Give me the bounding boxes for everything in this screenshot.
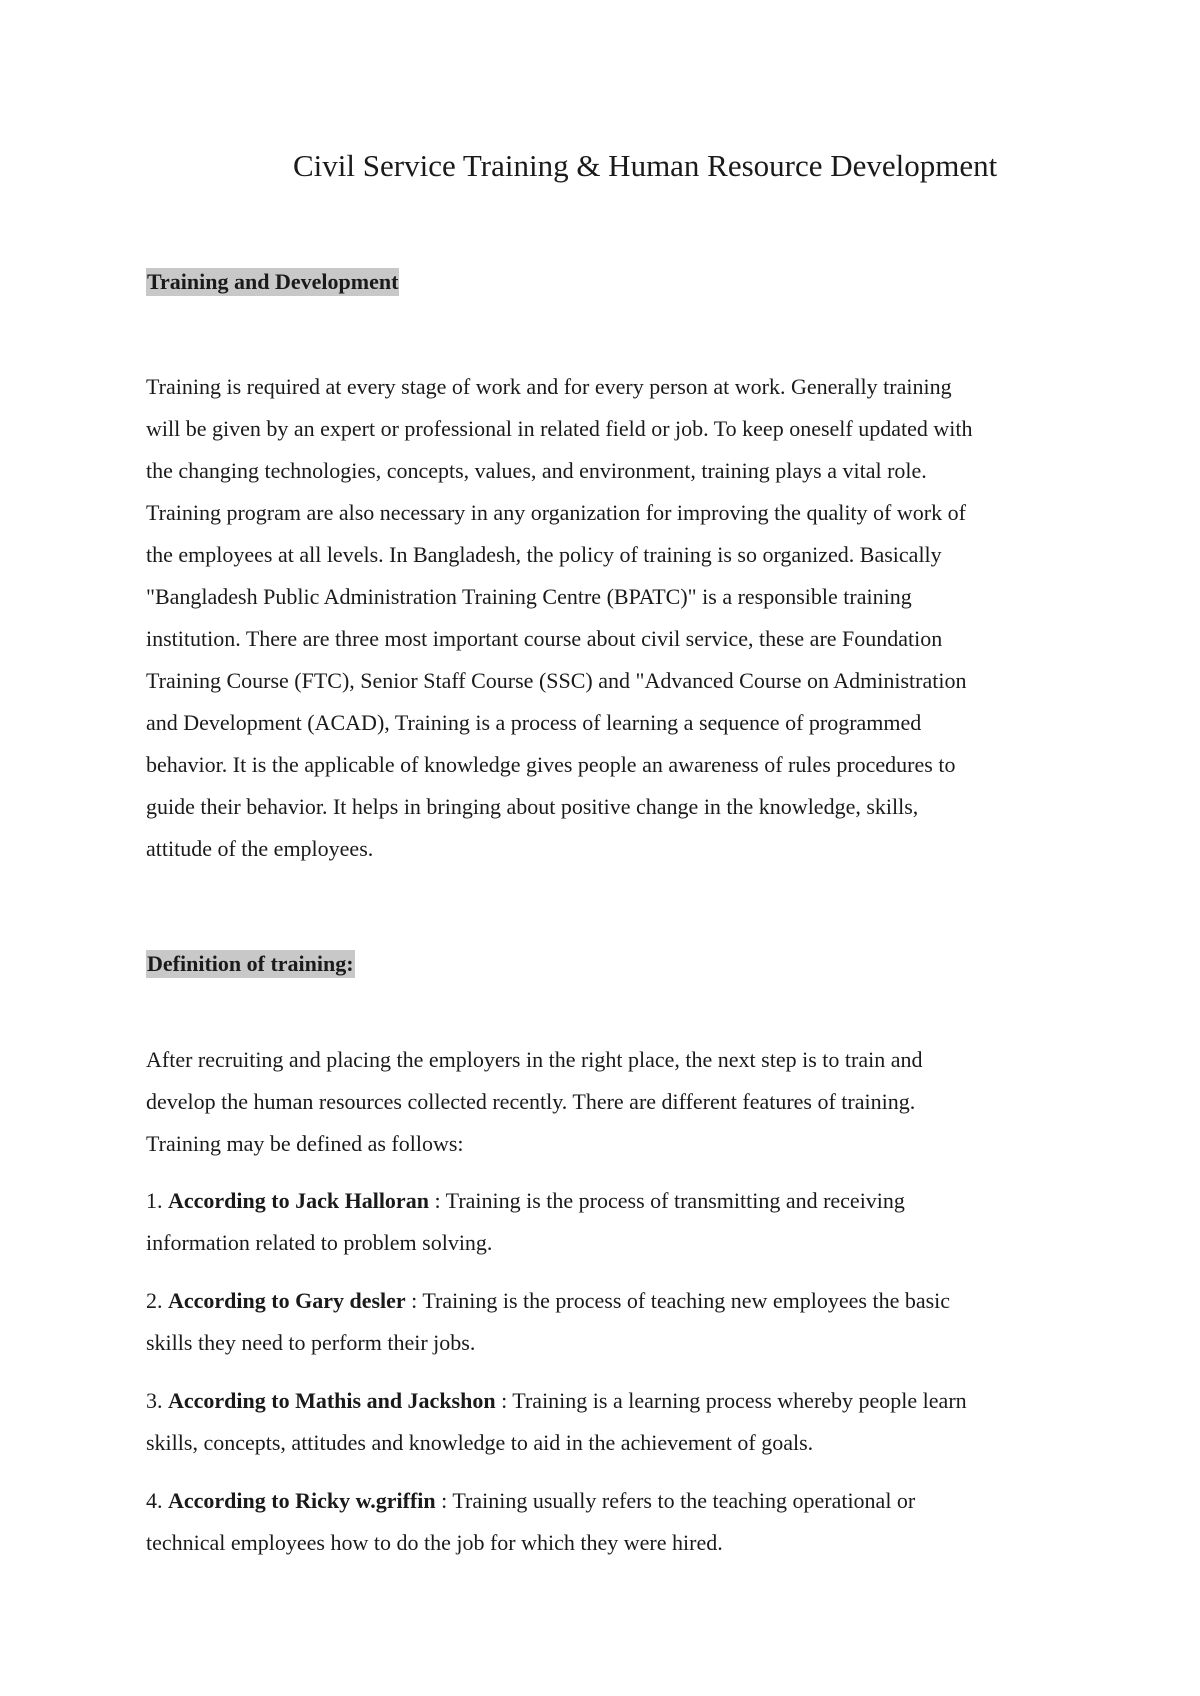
definition-line: skills they need to perform their jobs. (146, 1330, 476, 1355)
document-title: Civil Service Training & Human Resource Development (293, 148, 998, 183)
paragraph-line: "Bangladesh Public Administration Training Centre (BPATC)" is a responsible training (146, 584, 912, 609)
section-heading-definition-of-training: Definition of training: (147, 951, 354, 976)
definition-number: 3. (146, 1388, 163, 1413)
training-paragraph (146, 366, 1076, 870)
paragraph-line: After recruiting and placing the employers in the right place, the next step is to train and (146, 1047, 923, 1072)
paragraph-line: the changing technologies, concepts, values, and environment, training plays a vital role. (146, 458, 927, 483)
definition-line (146, 1480, 1076, 1522)
definition-line: skills, concepts, attitudes and knowledge to aid in the achievement of goals. (146, 1430, 814, 1455)
definition-text: : Training usually refers to the teaching operational or (435, 1488, 916, 1513)
definition-number: 1. (146, 1188, 163, 1213)
definition-source: According to Ricky w.griffin (168, 1488, 436, 1513)
paragraph-line: the employees at all levels. In Bangladesh, the policy of training is so organized. Basically (146, 542, 942, 567)
section-heading-training-and-development: Training and Development (147, 269, 399, 294)
paragraph-line: attitude of the employees. (146, 836, 374, 861)
definition-line: information related to problem solving. (146, 1230, 493, 1255)
definition-text: : Training is a learning process whereby people learn (495, 1388, 967, 1413)
definition-line: technical employees how to do the job for which they were hired. (146, 1530, 723, 1555)
paragraph-line: guide their behavior. It helps in bringing about positive change in the knowledge, skills, (146, 794, 919, 819)
definition-number: 4. (146, 1488, 163, 1513)
definition-source: According to Gary desler (168, 1288, 406, 1313)
definition-item (146, 1380, 1076, 1464)
definition-text: : Training is the process of transmitting and receiving (428, 1188, 905, 1213)
definition-item (146, 1280, 1076, 1364)
definition-line (146, 1380, 1076, 1422)
definition-source: According to Mathis and Jackshon (168, 1388, 496, 1413)
definition-item (146, 1480, 1076, 1564)
definition-item (146, 1180, 1076, 1264)
paragraph-line: develop the human resources collected recently. There are different features of training. (146, 1089, 916, 1114)
paragraph-line: and Development (ACAD), Training is a process of learning a sequence of programmed (146, 710, 922, 735)
definition-line (146, 1180, 1076, 1222)
definition-source: According to Jack Halloran (168, 1188, 429, 1213)
definition-line (146, 1280, 1076, 1322)
paragraph-line: Training Course (FTC), Senior Staff Course (SSC) and "Advanced Course on Administration (146, 668, 967, 693)
paragraph-line: institution. There are three most important course about civil service, these are Foundation (146, 626, 943, 651)
paragraph-line: Training is required at every stage of work and for every person at work. Generally training (146, 374, 952, 399)
paragraph-line: will be given by an expert or professional in related field or job. To keep oneself updated with (146, 416, 973, 441)
definition-intro-paragraph (146, 1039, 1076, 1165)
paragraph-line: Training may be defined as follows: (146, 1131, 464, 1156)
definition-text: : Training is the process of teaching new employees the basic (405, 1288, 951, 1313)
paragraph-line: Training program are also necessary in any organization for improving the quality of work of (146, 500, 966, 525)
paragraph-line: behavior. It is the applicable of knowledge gives people an awareness of rules procedures to (146, 752, 956, 777)
definition-number: 2. (146, 1288, 163, 1313)
